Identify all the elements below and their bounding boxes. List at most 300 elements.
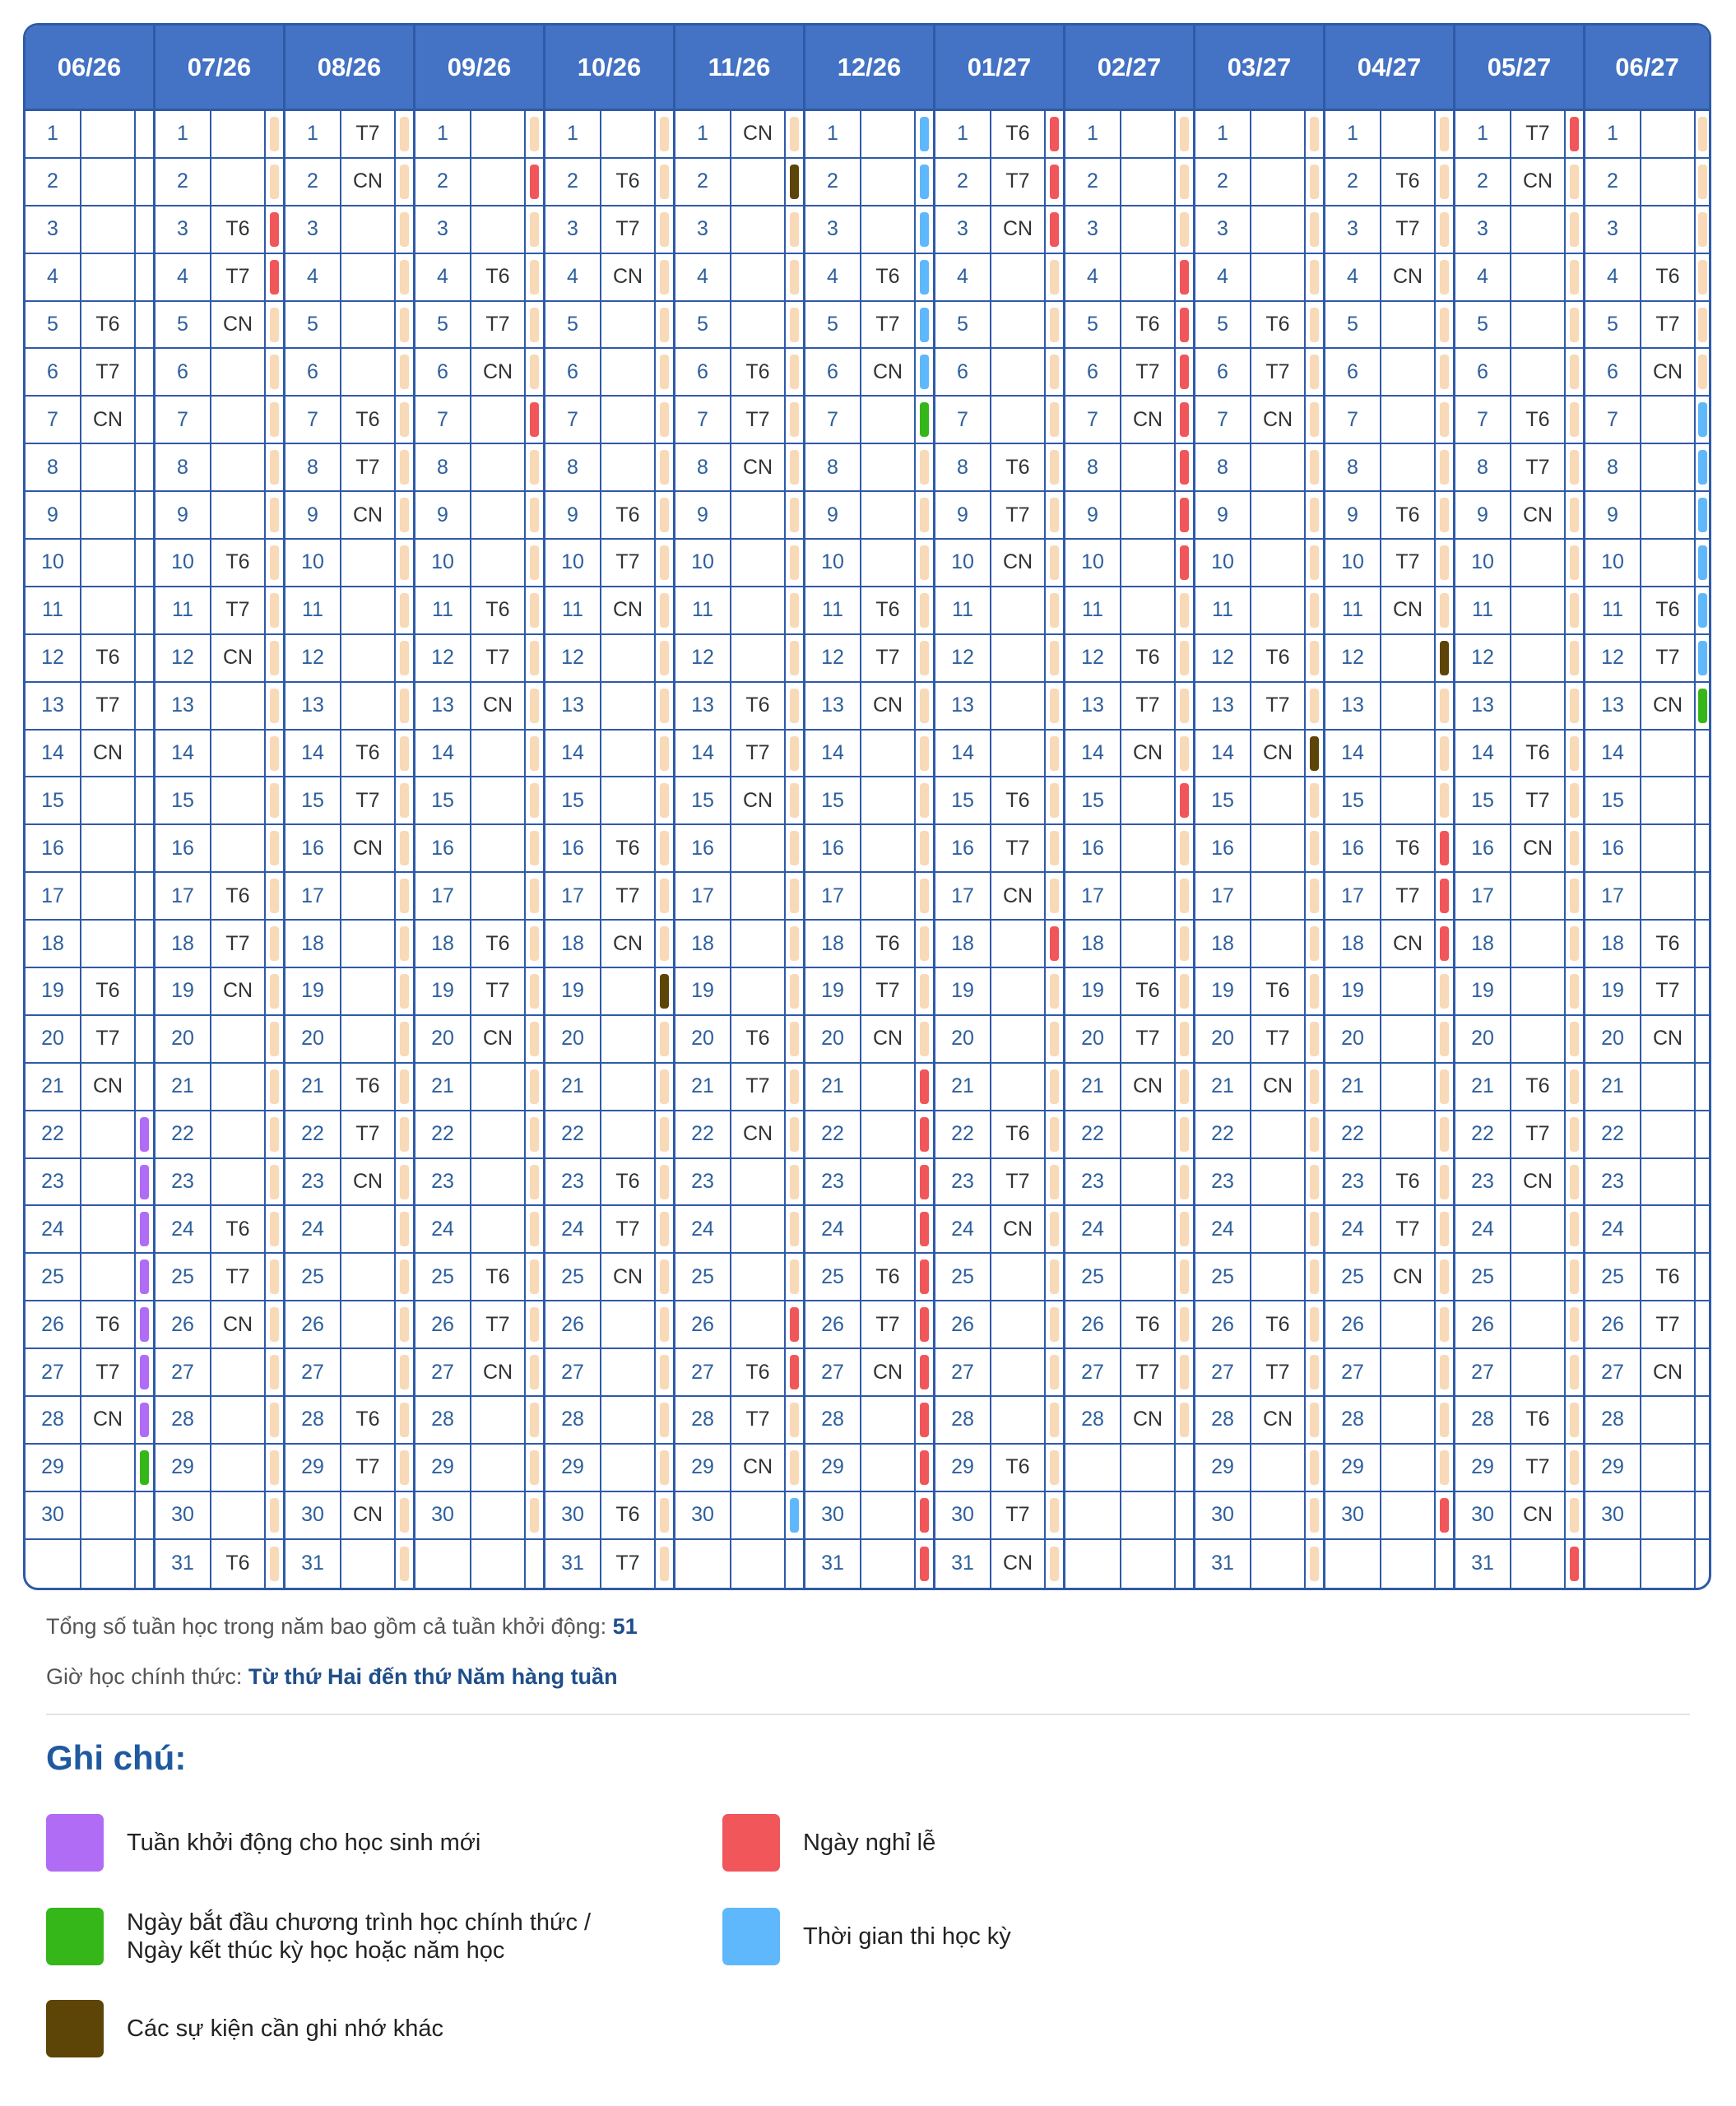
weekday-label xyxy=(1511,587,1566,633)
day-number: 12 xyxy=(155,635,211,681)
weekday-label xyxy=(1251,1445,1306,1491)
day-row xyxy=(1325,1445,1453,1492)
day-number: 1 xyxy=(26,111,81,157)
weekday-label xyxy=(731,635,786,681)
day-number: 12 xyxy=(285,635,341,681)
marker-cell xyxy=(1306,492,1323,538)
weekday-label xyxy=(861,111,916,157)
day-marker xyxy=(1310,1022,1319,1056)
day-number: 11 xyxy=(1585,587,1641,633)
day-number: 3 xyxy=(1585,206,1641,253)
marker-cell xyxy=(1566,873,1583,919)
day-number: 12 xyxy=(675,635,731,681)
weekday-label xyxy=(81,111,136,157)
day-row xyxy=(415,1349,543,1397)
legend-text: Ngày bắt đầu chương trình học chính thức / Ngày kết thúc kỳ học hoặc năm học xyxy=(127,1909,592,1964)
day-marker xyxy=(790,1212,799,1246)
day-number: 11 xyxy=(1325,587,1381,633)
day-marker xyxy=(270,355,279,389)
day-number: 9 xyxy=(935,492,991,538)
day-marker xyxy=(1698,212,1707,247)
day-number: 17 xyxy=(415,873,471,919)
marker-cell xyxy=(786,1254,803,1300)
weekday-label xyxy=(81,1445,136,1491)
day-marker xyxy=(400,879,409,913)
day-row xyxy=(805,1445,933,1492)
day-row xyxy=(935,1064,1063,1111)
day-number: 27 xyxy=(1195,1349,1251,1395)
day-row xyxy=(1065,1445,1193,1492)
day-number: 27 xyxy=(415,1349,471,1395)
day-number: 4 xyxy=(545,254,601,300)
weekday-label xyxy=(731,968,786,1014)
day-number: 8 xyxy=(805,444,861,490)
day-row xyxy=(415,1397,543,1445)
day-row xyxy=(675,254,803,302)
marker-cell xyxy=(1176,1301,1193,1348)
day-number: 28 xyxy=(1455,1397,1511,1443)
marker-cell xyxy=(1436,1445,1453,1491)
marker-cell xyxy=(1306,587,1323,633)
day-marker xyxy=(400,974,409,1009)
day-row xyxy=(675,1540,803,1588)
day-marker xyxy=(1050,879,1059,913)
day-row xyxy=(935,873,1063,921)
marker-cell xyxy=(1436,349,1453,395)
day-row xyxy=(675,635,803,683)
day-row xyxy=(155,635,283,683)
weeks-value: 51 xyxy=(612,1614,638,1639)
marker-cell xyxy=(656,825,673,871)
day-row xyxy=(675,921,803,968)
day-row xyxy=(285,1492,413,1540)
day-marker xyxy=(140,1307,149,1342)
day-number: 23 xyxy=(545,1159,601,1205)
marker-cell xyxy=(1696,1492,1709,1538)
weekday-label: T7 xyxy=(471,302,526,348)
day-number: 9 xyxy=(1325,492,1381,538)
weekday-label: T7 xyxy=(341,444,396,490)
weekday-label: T6 xyxy=(211,1206,266,1252)
day-row xyxy=(155,492,283,540)
day-marker xyxy=(140,1355,149,1389)
marker-cell xyxy=(1306,444,1323,490)
day-marker xyxy=(530,1403,539,1437)
day-row xyxy=(1585,731,1709,778)
day-row xyxy=(675,1159,803,1207)
marker-cell xyxy=(1176,873,1193,919)
day-row xyxy=(1195,1016,1323,1064)
day-row xyxy=(1195,1064,1323,1111)
weekday-label xyxy=(731,1159,786,1205)
marker-cell xyxy=(396,825,413,871)
day-row xyxy=(285,1159,413,1207)
marker-cell xyxy=(1436,1159,1453,1205)
day-marker xyxy=(400,545,409,580)
day-number: 11 xyxy=(935,587,991,633)
weekday-label: CN xyxy=(861,1016,916,1062)
weekday-label xyxy=(1121,206,1176,253)
day-row xyxy=(935,635,1063,683)
legend-item-start-end xyxy=(46,1908,591,1965)
marker-cell xyxy=(656,1445,673,1491)
marker-cell xyxy=(786,968,803,1014)
marker-cell xyxy=(136,968,153,1014)
day-row xyxy=(1455,492,1583,540)
day-row xyxy=(1065,873,1193,921)
day-number: 15 xyxy=(1455,777,1511,823)
day-row xyxy=(26,1254,153,1301)
day-row xyxy=(1455,397,1583,444)
day-marker xyxy=(920,1212,929,1246)
weekday-label: CN xyxy=(1251,1064,1306,1110)
marker-cell xyxy=(656,540,673,586)
marker-cell xyxy=(136,1492,153,1538)
day-row xyxy=(415,777,543,825)
weekday-label xyxy=(991,968,1046,1014)
day-number: 4 xyxy=(155,254,211,300)
day-row xyxy=(415,683,543,731)
day-marker xyxy=(140,1403,149,1437)
day-number: 8 xyxy=(1455,444,1511,490)
day-marker xyxy=(530,736,539,771)
day-number: 9 xyxy=(1585,492,1641,538)
day-row xyxy=(1455,302,1583,350)
weekday-label: T6 xyxy=(991,111,1046,157)
marker-cell xyxy=(1566,1540,1583,1588)
day-marker xyxy=(530,1165,539,1199)
day-number: 3 xyxy=(26,206,81,253)
weekday-label xyxy=(471,1445,526,1491)
day-number: 30 xyxy=(415,1492,471,1538)
day-marker xyxy=(400,641,409,675)
marker-cell xyxy=(266,968,283,1014)
weekday-label xyxy=(1121,159,1176,205)
day-marker xyxy=(1180,355,1189,389)
weekday-label: T7 xyxy=(1381,206,1436,253)
marker-cell xyxy=(136,1111,153,1157)
day-row xyxy=(805,1301,933,1349)
weekday-label xyxy=(1381,1492,1436,1538)
day-marker xyxy=(400,1022,409,1056)
day-number: 27 xyxy=(935,1349,991,1395)
day-number xyxy=(1325,1540,1381,1588)
day-number: 12 xyxy=(1325,635,1381,681)
marker-cell xyxy=(526,444,543,490)
day-number: 12 xyxy=(26,635,81,681)
day-marker xyxy=(530,783,539,818)
day-number: 8 xyxy=(675,444,731,490)
day-row xyxy=(1585,540,1709,587)
marker-cell xyxy=(526,302,543,348)
day-number: 22 xyxy=(1455,1111,1511,1157)
weekday-label xyxy=(861,1540,916,1588)
day-number: 30 xyxy=(26,1492,81,1538)
day-row xyxy=(26,254,153,302)
day-number: 15 xyxy=(545,777,601,823)
marker-cell xyxy=(526,1064,543,1110)
day-marker xyxy=(790,1259,799,1294)
weekday-label xyxy=(81,1492,136,1538)
day-marker xyxy=(1440,1307,1449,1342)
marker-cell xyxy=(396,1301,413,1348)
marker-cell xyxy=(136,206,153,253)
day-marker xyxy=(920,1069,929,1104)
weekday-label: CN xyxy=(341,825,396,871)
weekday-label: T7 xyxy=(861,968,916,1014)
day-number: 23 xyxy=(26,1159,81,1205)
day-marker xyxy=(1050,1212,1059,1246)
day-marker xyxy=(400,1069,409,1104)
day-marker xyxy=(920,308,929,342)
weekday-label: CN xyxy=(991,1206,1046,1252)
weekday-label xyxy=(601,1349,656,1395)
marker-cell xyxy=(656,777,673,823)
day-row xyxy=(935,1111,1063,1159)
day-row xyxy=(1065,1159,1193,1207)
weekday-label xyxy=(471,873,526,919)
day-row xyxy=(935,206,1063,254)
weekday-label: CN xyxy=(1641,1016,1696,1062)
day-marker xyxy=(660,117,669,151)
weekday-label xyxy=(731,540,786,586)
day-marker xyxy=(1180,1259,1189,1294)
weekday-label xyxy=(1251,1540,1306,1588)
marker-cell xyxy=(916,540,933,586)
day-row xyxy=(1325,873,1453,921)
marker-cell xyxy=(656,731,673,777)
day-row xyxy=(1065,254,1193,302)
marker-cell xyxy=(1436,683,1453,729)
day-row xyxy=(805,1349,933,1397)
day-row xyxy=(1065,1111,1193,1159)
marker-cell xyxy=(266,1159,283,1205)
marker-cell xyxy=(1176,1016,1193,1062)
day-number: 17 xyxy=(805,873,861,919)
day-row xyxy=(545,1206,673,1254)
day-row xyxy=(1585,159,1709,206)
day-row xyxy=(1325,825,1453,873)
day-number: 9 xyxy=(1195,492,1251,538)
day-marker xyxy=(140,1212,149,1246)
marker-cell xyxy=(656,1064,673,1110)
marker-cell xyxy=(1306,254,1323,300)
day-marker xyxy=(1570,1307,1579,1342)
day-number: 15 xyxy=(805,777,861,823)
day-row xyxy=(1585,397,1709,444)
day-marker xyxy=(920,450,929,485)
marker-cell xyxy=(526,1445,543,1491)
marker-cell xyxy=(136,731,153,777)
weekday-label: CN xyxy=(1641,349,1696,395)
day-marker xyxy=(400,308,409,342)
day-number: 28 xyxy=(26,1397,81,1443)
marker-cell xyxy=(1176,731,1193,777)
day-number: 21 xyxy=(1065,1064,1121,1110)
day-marker xyxy=(660,926,669,961)
weekday-label xyxy=(1251,540,1306,586)
day-row xyxy=(1325,635,1453,683)
day-marker xyxy=(1180,736,1189,771)
day-marker xyxy=(920,545,929,580)
weekday-label xyxy=(1251,777,1306,823)
day-marker xyxy=(1310,1498,1319,1533)
day-row xyxy=(155,349,283,397)
day-marker xyxy=(1570,1547,1579,1581)
marker-cell xyxy=(136,777,153,823)
day-marker xyxy=(530,974,539,1009)
marker-cell xyxy=(396,1064,413,1110)
day-number: 10 xyxy=(1455,540,1511,586)
day-marker xyxy=(790,117,799,151)
day-row xyxy=(1455,206,1583,254)
day-row xyxy=(1325,1254,1453,1301)
day-marker xyxy=(1440,689,1449,723)
day-number: 20 xyxy=(415,1016,471,1062)
day-number: 16 xyxy=(1585,825,1641,871)
marker-cell xyxy=(1436,1492,1453,1538)
day-marker xyxy=(530,212,539,247)
weekday-label: T6 xyxy=(601,825,656,871)
day-number: 1 xyxy=(935,111,991,157)
day-number: 10 xyxy=(155,540,211,586)
day-marker xyxy=(1570,260,1579,295)
day-row xyxy=(805,968,933,1016)
day-number: 12 xyxy=(415,635,471,681)
marker-cell xyxy=(1436,731,1453,777)
day-row xyxy=(675,349,803,397)
day-row xyxy=(805,921,933,968)
month-header: 07/26 xyxy=(155,26,283,111)
day-row xyxy=(935,444,1063,492)
marker-cell xyxy=(786,731,803,777)
day-marker xyxy=(790,1069,799,1104)
marker-cell xyxy=(1566,1159,1583,1205)
weekday-label: CN xyxy=(1641,683,1696,729)
day-marker xyxy=(1440,117,1449,151)
day-marker xyxy=(270,1259,279,1294)
day-number: 17 xyxy=(675,873,731,919)
weekday-label: CN xyxy=(861,349,916,395)
marker-cell xyxy=(1046,968,1063,1014)
day-number: 16 xyxy=(155,825,211,871)
day-row xyxy=(1195,254,1323,302)
day-marker xyxy=(1440,450,1449,485)
day-marker xyxy=(1050,1165,1059,1199)
day-number: 22 xyxy=(935,1111,991,1157)
day-number: 18 xyxy=(1585,921,1641,967)
weekday-label: T7 xyxy=(81,1349,136,1395)
day-number: 5 xyxy=(26,302,81,348)
day-number xyxy=(1065,1540,1121,1588)
day-marker xyxy=(270,1403,279,1437)
day-marker xyxy=(400,1307,409,1342)
day-number: 20 xyxy=(935,1016,991,1062)
day-number: 3 xyxy=(935,206,991,253)
day-row xyxy=(285,825,413,873)
day-number: 24 xyxy=(26,1206,81,1252)
marker-cell xyxy=(1566,1111,1583,1157)
day-marker xyxy=(1180,1355,1189,1389)
weekday-label xyxy=(861,777,916,823)
weekday-label xyxy=(861,873,916,919)
marker-cell xyxy=(916,587,933,633)
day-row xyxy=(935,921,1063,968)
marker-cell xyxy=(916,1540,933,1588)
day-row xyxy=(675,587,803,635)
marker-cell xyxy=(1046,635,1063,681)
day-marker xyxy=(920,1165,929,1199)
marker-cell xyxy=(266,540,283,586)
day-row xyxy=(935,777,1063,825)
day-row xyxy=(285,683,413,731)
day-marker xyxy=(920,689,929,723)
day-marker xyxy=(530,926,539,961)
marker-cell xyxy=(1046,1016,1063,1062)
marker-cell xyxy=(786,873,803,919)
day-number: 26 xyxy=(26,1301,81,1348)
day-marker xyxy=(1050,1117,1059,1152)
hours-value: Từ thứ Hai đến thứ Năm hàng tuần xyxy=(248,1664,618,1689)
marker-cell xyxy=(1306,1397,1323,1443)
day-number: 12 xyxy=(1455,635,1511,681)
day-marker xyxy=(660,1259,669,1294)
day-marker xyxy=(270,308,279,342)
day-row xyxy=(1325,492,1453,540)
day-marker xyxy=(1180,689,1189,723)
day-marker xyxy=(270,1022,279,1056)
day-marker xyxy=(1440,879,1449,913)
day-number: 16 xyxy=(1325,825,1381,871)
day-number: 31 xyxy=(935,1540,991,1588)
marker-cell xyxy=(136,1254,153,1300)
day-marker xyxy=(400,117,409,151)
day-number: 17 xyxy=(935,873,991,919)
marker-cell xyxy=(136,111,153,157)
day-row xyxy=(1325,254,1453,302)
day-row xyxy=(1195,206,1323,254)
day-marker xyxy=(270,736,279,771)
marker-cell xyxy=(1306,1301,1323,1348)
weekday-label: T7 xyxy=(1511,1445,1566,1491)
weekday-label: T6 xyxy=(861,254,916,300)
day-number: 1 xyxy=(805,111,861,157)
marker-cell xyxy=(1696,731,1709,777)
day-row xyxy=(415,1206,543,1254)
marker-cell xyxy=(1306,1349,1323,1395)
day-marker xyxy=(270,831,279,865)
day-marker xyxy=(660,1307,669,1342)
day-number: 3 xyxy=(675,206,731,253)
weekday-label xyxy=(1121,1206,1176,1252)
weekday-label: CN xyxy=(991,873,1046,919)
day-number: 15 xyxy=(1195,777,1251,823)
marker-cell xyxy=(1306,206,1323,253)
weekday-label xyxy=(211,777,266,823)
day-marker xyxy=(1050,1547,1059,1581)
weekday-label xyxy=(211,492,266,538)
weekday-label: T7 xyxy=(1121,1349,1176,1395)
day-number: 21 xyxy=(415,1064,471,1110)
day-row xyxy=(155,111,283,159)
marker-cell xyxy=(1566,825,1583,871)
month-header: 12/26 xyxy=(805,26,933,111)
weekday-label xyxy=(1251,1492,1306,1538)
day-row xyxy=(155,968,283,1016)
day-number: 6 xyxy=(675,349,731,395)
day-row xyxy=(1455,1016,1583,1064)
marker-cell xyxy=(656,968,673,1014)
